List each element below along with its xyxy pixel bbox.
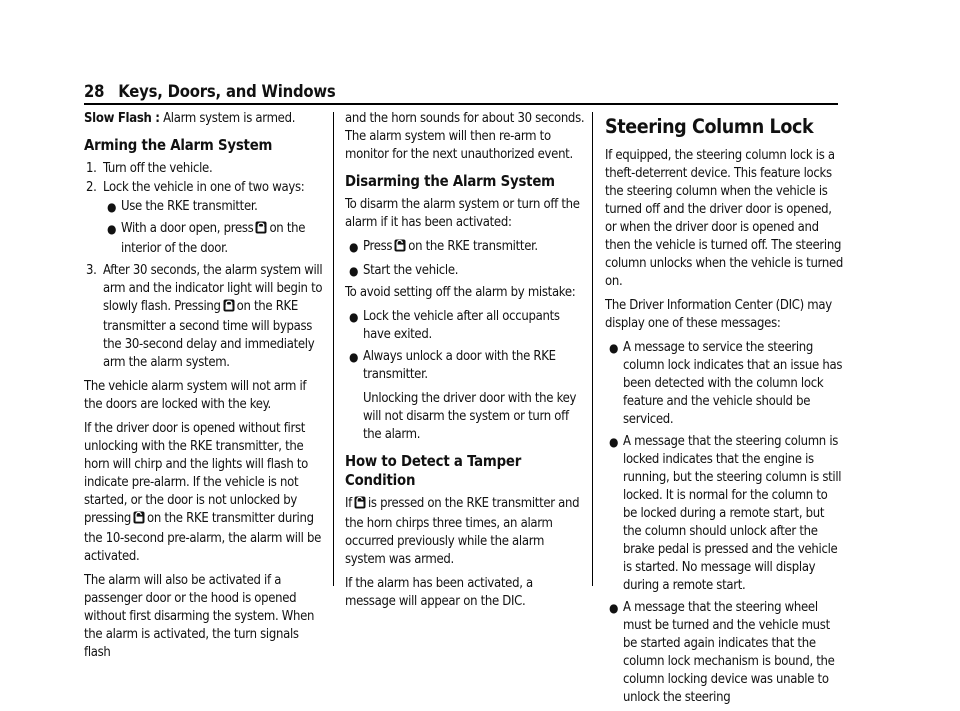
- paragraph: If the alarm has been activated, a message will appear on the DIC.: [345, 576, 533, 609]
- column-middle: [345, 110, 585, 617]
- list-item: ● Use the RKE transmitter.: [107, 199, 258, 214]
- step-2b-text: With a door open, press: [121, 221, 254, 236]
- list-item: ● Press on the RKE transmitter.: [345, 238, 585, 258]
- unlock-icon: [354, 496, 366, 515]
- section-title: Keys, Doors, and Windows: [118, 82, 336, 101]
- lock-icon: [255, 221, 267, 240]
- step-1: 1. Turn off the vehicle.: [86, 161, 213, 176]
- disarm-b1-text: Press: [363, 239, 393, 254]
- paragraph: The Driver Information Center (DIC) may display one of these messages:: [605, 298, 832, 331]
- header-rule: [84, 103, 838, 105]
- slow-flash-text: Alarm system is armed.: [159, 111, 296, 126]
- steering-lock-heading: Steering Column Lock: [605, 115, 814, 138]
- paragraph: If equipped, the steering column lock is a theft-deterrent device. This feature locks the steering column when the vehicle is turned off and the driver door is opened, or when the driver door is opened and then the vehicle is turned off. The steering column unlocks when the vehicle is turned on.: [605, 148, 843, 289]
- avoid-b2-text: Always unlock a door with the RKE transmitter.: [363, 349, 556, 382]
- column-left: [84, 110, 326, 668]
- avoid-b1-text: Lock the vehicle after all occupants have exited.: [363, 309, 560, 342]
- paragraph-tamper: [345, 495, 585, 569]
- lock-icon: [223, 299, 235, 318]
- dic-message-3: A message that the steering wheel must be turned and the vehicle must be started again indicates that the column lock mechanism is bound, the column locking device was unable to unlock the steering: [623, 600, 835, 705]
- paragraph: To avoid setting off the alarm by mistake:: [345, 285, 576, 300]
- list-item: ● With a door open, press on the interior of the door.: [107, 221, 306, 256]
- disarm-b2-text: Start the vehicle.: [363, 263, 459, 278]
- slow-flash-label: Slow Flash :: [84, 111, 160, 126]
- unlock-icon: [394, 239, 406, 258]
- paragraph: and the horn sounds for about 30 seconds. The alarm system will then re-arm to monitor for the next unauthorized event.: [345, 111, 585, 162]
- tamper-text: If: [345, 496, 352, 511]
- column-divider: [333, 112, 334, 586]
- disarm-heading: Disarming the Alarm System: [345, 173, 555, 190]
- dic-message-2: A message that the steering column is locked indicates that the engine is running, but the steering column is still locked. It is normal for the column to be locked during a remote start, but the column should unlock after the brake pedal is pressed and the vehicle is started. No message will display during a remote start.: [623, 434, 842, 593]
- list-item: ● A message that the steering wheel must be turned and the vehicle must be started again indicates that the column lock mechanism is bound, the column locking device was unable to unlock the steering: [609, 600, 835, 705]
- list-item: ● A message that the steering column is locked indicates that the engine is running, but the steering column is still locked. It is normal for the column to be locked during a remote start, but the column should unlock after the brake pedal is pressed and the vehicle is started. No message will display during a remote start.: [609, 434, 842, 593]
- arming-heading: Arming the Alarm System: [84, 137, 273, 154]
- slow-flash-paragraph: [84, 110, 326, 128]
- avoid-b2-note: Unlocking the driver door with the key will not disarm the system or turn off the alarm.: [363, 391, 577, 442]
- step-2-options: [84, 198, 326, 258]
- paragraph: To disarm the alarm system or turn off the alarm if it has been activated:: [345, 197, 580, 230]
- paragraph: The vehicle alarm system will not arm if the doors are locked with the key.: [84, 379, 307, 412]
- unlock-icon: [133, 511, 145, 530]
- page-number: 28: [84, 82, 105, 101]
- page-header: [84, 82, 336, 101]
- prealarm-text: If the driver door is opened without first unlocking with the RKE transmitter, the horn will chirp and the lights will flash to indicate pre-alarm. If the vehicle is not started, or the door is not unlocked by pressing: [84, 421, 309, 526]
- list-item: ● Lock the vehicle after all occupants have exited.: [349, 309, 560, 342]
- tamper-heading: How to Detect a Tamper Condition: [345, 453, 522, 489]
- step-2b-text-post: on the interior of the door.: [121, 221, 306, 256]
- disarm-b1-text-post: on the RKE transmitter.: [408, 239, 538, 254]
- step-3-text-post: on the RKE transmitter a second time will bypass the 30-second delay and immediately arm the alarm system.: [103, 299, 315, 370]
- list-item: ● Always unlock a door with the RKE transmitter. Unlocking the driver door with the key will not disarm the system or turn off the alarm.: [345, 348, 585, 444]
- step-2a-text: Use the RKE transmitter.: [121, 199, 258, 214]
- prealarm-text-post: on the RKE transmitter during the 10-second pre-alarm, the alarm will be activated.: [84, 511, 322, 564]
- paragraph-prealarm: [84, 420, 326, 566]
- step-2: 2. Lock the vehicle in one of two ways:: [86, 180, 305, 195]
- step-1-text: Turn off the vehicle.: [103, 161, 213, 176]
- column-right: [605, 110, 843, 711]
- paragraph: The alarm will also be activated if a passenger door or the hood is opened without first disarming the system. When the alarm is activated, the turn signals flash: [84, 573, 315, 660]
- step-3: 3. After 30 seconds, the alarm system will arm and the indicator light will begin to slowly flash. Pressing on the RKE transmitter a second time will bypass the 30-second delay and immediately arm the alarm system.: [86, 263, 323, 370]
- list-item: ● A message to service the steering column lock indicates that an issue has been detected with the column lock feature and the vehicle should be serviced.: [609, 340, 843, 427]
- dic-message-1: A message to service the steering column lock indicates that an issue has been detected with the column lock feature and the vehicle should be serviced.: [623, 340, 843, 427]
- step-2-text: Lock the vehicle in one of two ways:: [103, 180, 305, 195]
- column-divider: [592, 112, 593, 586]
- step-3-text: After 30 seconds, the alarm system will arm and the indicator light will begin to slowly flash. Pressing: [103, 263, 323, 314]
- list-item: ● Start the vehicle.: [349, 263, 459, 278]
- tamper-text-post: is pressed on the RKE transmitter and the horn chirps three times, an alarm occurred previously while the alarm system was armed.: [345, 496, 580, 567]
